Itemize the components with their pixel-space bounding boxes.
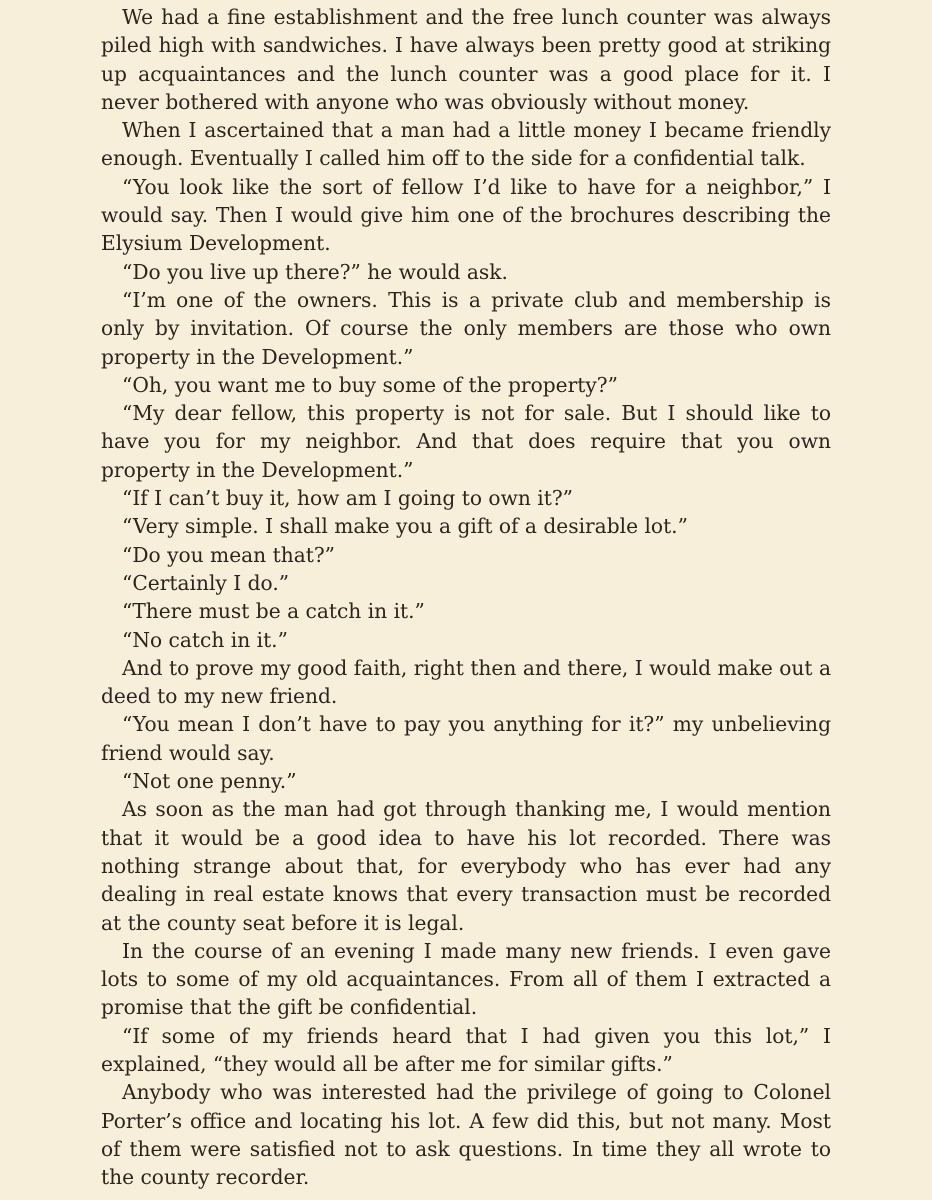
paragraph: “I’m one of the owners. This is a private club and membership is only by invitation. Of course the only members are those who own property in the Development.”: [101, 287, 831, 369]
paragraph: When I ascertained that a man had a little money I became friendly enough. Eventually I called him off to the side for a confidential talk.: [101, 118, 831, 171]
paragraph: “You look like the sort of fellow I’d like to have for a neighbor,” I would say. Then I would give him one of the brochures describing the Elysium Development.: [101, 174, 831, 256]
paragraph: Anybody who was interested had the privilege of going to Colonel Porter’s office and locating his lot. A few did this, but not many. Most of them were satisfied not to ask questions. In time they all wrote to the county recorder.: [101, 1080, 831, 1190]
paragraph: In the course of an evening I made many new friends. I even gave lots to some of my old acquaintances. From all of them I extracted a promise that the gift be confidential.: [101, 938, 831, 1020]
paragraph: “Do you live up there?” he would ask.: [122, 259, 508, 284]
paragraph: As soon as the man had got through thanking me, I would mention that it would be a good idea to have his lot recorded. There was nothing strange about that, for everybody who has ever had any dealing in real estate knows that every transaction must be recorded at the county seat before it is legal.: [101, 797, 831, 935]
paragraph: We had a fine establishment and the free lunch counter was always piled high with sandwiches. I have always been pretty good at striking up acquaintances and the lunch counter was a good place for it. I never bothered with anyone who was obviously without money.: [101, 5, 831, 114]
paragraph: “Not one penny.”: [122, 769, 297, 794]
paragraph: “No catch in it.”: [122, 627, 288, 652]
paragraph: And to prove my good faith, right then and there, I would make out a deed to my new friend.: [101, 655, 831, 709]
paragraph: “Certainly I do.”: [122, 570, 290, 595]
paragraph: “If some of my friends heard that I had given you this lot,” I explained, “they would all be after me for similar gifts.”: [101, 1023, 831, 1076]
paragraph: “You mean I don’t have to pay you anything for it?” my unbelieving friend would say.: [101, 712, 831, 765]
paragraph: “My dear fellow, this property is not for sale. But I should like to have you for my neighbor. And that does require that you own property in the Development.”: [101, 401, 831, 482]
paragraph: “Oh, you want me to buy some of the property?”: [122, 372, 618, 397]
paragraph: “Very simple. I shall make you a gift of a desirable lot.”: [122, 514, 688, 539]
body-text: [101, 3, 831, 1191]
paragraph: “If I can’t buy it, how am I going to own it?”: [122, 486, 573, 511]
paragraph: “There must be a catch in it.”: [122, 599, 425, 624]
paragraph: “Do you mean that?”: [122, 542, 336, 567]
